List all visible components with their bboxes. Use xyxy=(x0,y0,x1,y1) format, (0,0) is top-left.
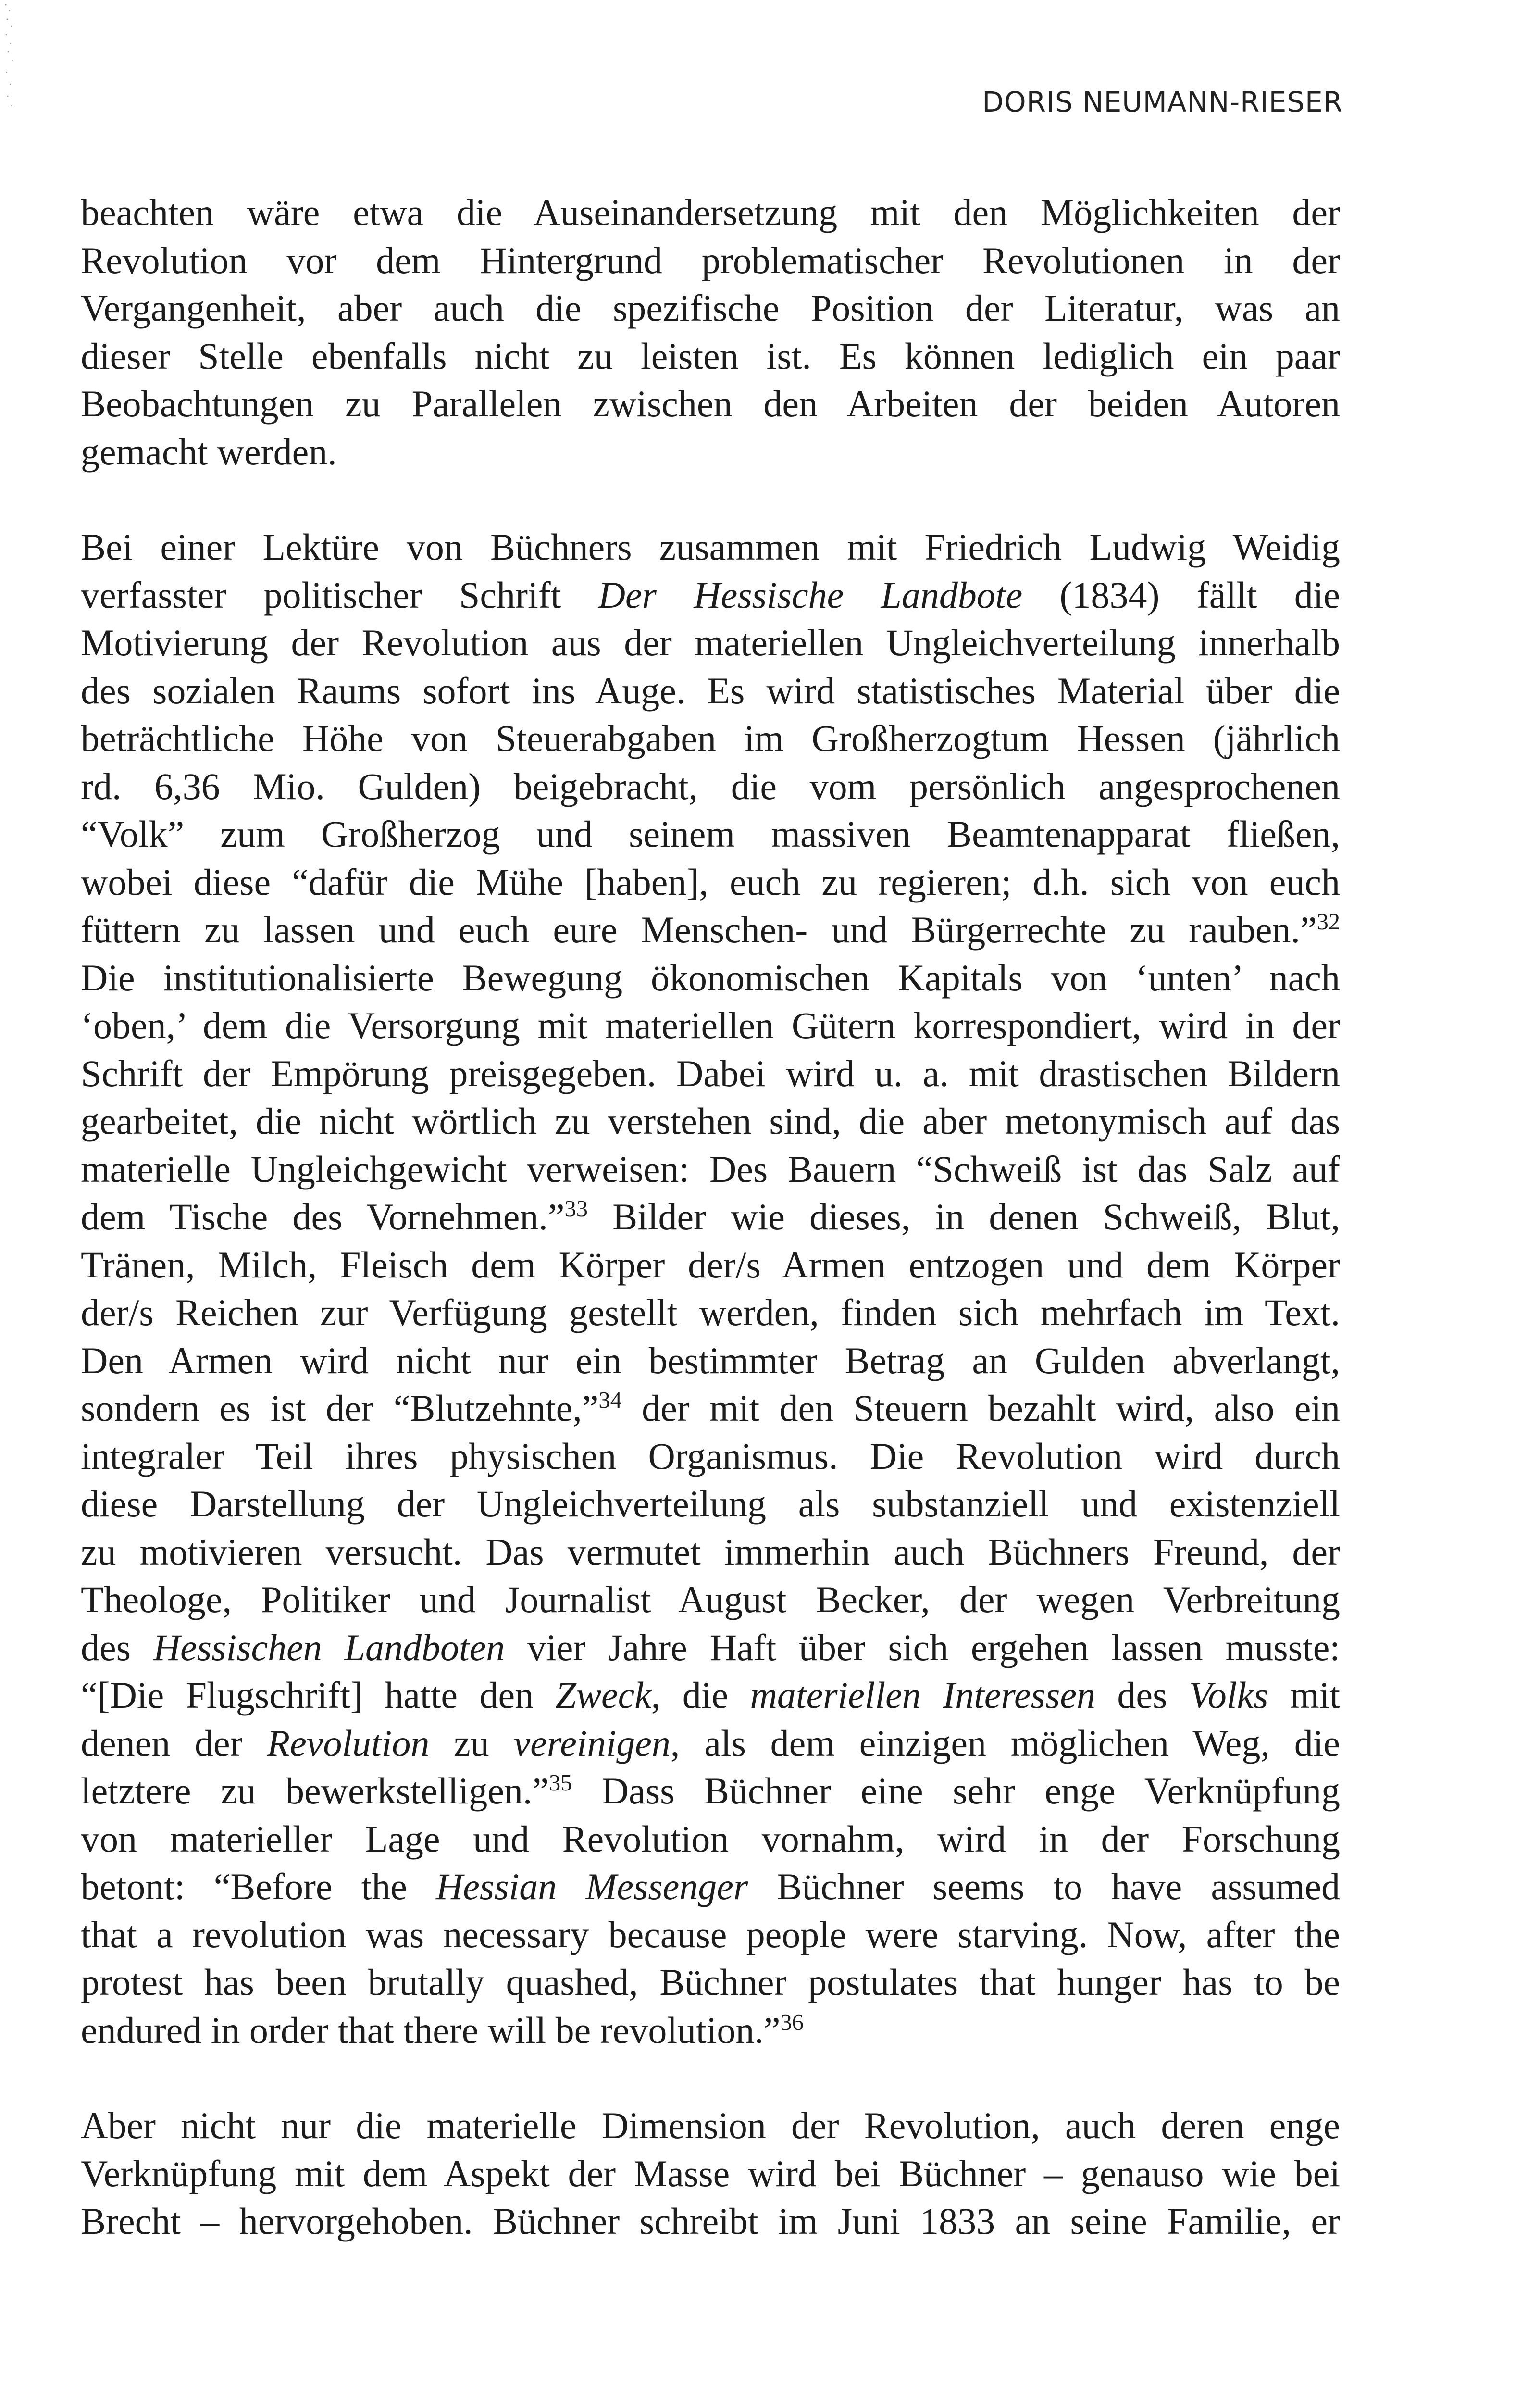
running-head-author: DORIS NEUMANN-RIESER xyxy=(982,86,1343,118)
text-run: rd. 6,36 Mio. Gulden) beigebracht, die vom persönlich angesprochenen xyxy=(81,765,1340,807)
text-line xyxy=(81,1863,1340,1911)
text-run: Brecht – hervorgehoben. Büchner schreibt im Juni 1833 an seine Familie, er xyxy=(81,2200,1340,2242)
paragraph xyxy=(81,2102,1340,2245)
text-line xyxy=(81,810,1340,858)
text-run: Den Armen wird nicht nur ein bestimmter Betrag an Gulden abverlangt, xyxy=(81,1339,1340,1381)
text-run: betont: “Before the xyxy=(81,1866,436,1907)
text-line xyxy=(81,619,1340,667)
text-run: der mit den Steuern bezahlt wird, also ein xyxy=(621,1387,1341,1429)
text-run: dem Tische des Vornehmen.” xyxy=(81,1196,565,1238)
text-line xyxy=(81,1384,1340,1432)
text-run: diese Darstellung der Ungleichverteilung als substanziell und existenziell xyxy=(81,1483,1340,1525)
body-text xyxy=(81,188,1340,2245)
text-run: mit xyxy=(1268,1674,1340,1716)
italic-title: Der Hessische Landbote xyxy=(598,574,1023,616)
text-run: denen der xyxy=(81,1722,267,1764)
text-line xyxy=(81,1624,1340,1672)
text-run: Büchner seems to have assumed xyxy=(748,1866,1340,1907)
footnote-marker: 34 xyxy=(598,1388,622,1413)
text-line xyxy=(81,2102,1340,2150)
text-run: protest has been brutally quashed, Büchner postulates that hunger has to be xyxy=(81,1961,1340,2003)
text-run: Bei einer Lektüre von Büchners zusammen mit Friedrich Ludwig Weidig xyxy=(81,526,1340,568)
text-line xyxy=(81,332,1340,380)
text-run: Revolution vor dem Hintergrund problematischer Revolutionen in der xyxy=(81,239,1340,281)
paragraph-gap xyxy=(81,476,1340,523)
text-line xyxy=(81,1911,1340,1959)
text-run: materielle Ungleichgewicht verweisen: Des Bauern “Schweiß ist das Salz auf xyxy=(81,1148,1340,1190)
text-line xyxy=(81,1241,1340,1289)
text-run: Verknüpfung mit dem Aspekt der Masse wird bei Büchner – genauso wie bei xyxy=(81,2152,1340,2194)
text-run: zu motivieren versucht. Das vermutet immerhin auch Büchners Freund, der xyxy=(81,1530,1340,1573)
footnote-marker: 32 xyxy=(1316,909,1340,935)
text-line xyxy=(81,188,1340,237)
text-line xyxy=(81,1480,1340,1528)
text-line xyxy=(81,237,1340,285)
text-run: vier Jahre Haft über sich ergehen lassen musste: xyxy=(505,1626,1340,1668)
text-run: Beobachtungen zu Parallelen zwischen den Arbeiten der beiden Autoren xyxy=(81,383,1340,425)
text-line xyxy=(81,1767,1340,1815)
text-run: Schrift der Empörung preisgegeben. Dabei wird u. a. mit drastischen Bildern xyxy=(81,1052,1340,1094)
text-run: “Volk” zum Großherzog und seinem massiven Beamtenapparat fließen, xyxy=(81,813,1340,855)
text-line xyxy=(81,2150,1340,2198)
text-line xyxy=(81,380,1340,428)
footnote-marker: 33 xyxy=(564,1196,588,1222)
italic-title: vereinigen xyxy=(513,1722,671,1764)
text-line xyxy=(81,284,1340,332)
paragraph xyxy=(81,523,1340,2054)
text-run: letztere zu bewerkstelligen.” xyxy=(81,1770,549,1812)
text-run: Dass Büchner eine sehr enge Verknüpfung xyxy=(572,1770,1341,1812)
text-line xyxy=(81,1671,1340,1719)
italic-title: materiellen Interessen xyxy=(750,1674,1095,1716)
text-line xyxy=(81,858,1340,906)
text-run: beachten wäre etwa die Auseinandersetzung mit den Möglichkeiten der xyxy=(81,191,1340,233)
text-line xyxy=(81,1432,1340,1480)
text-line xyxy=(81,1815,1340,1863)
text-run: (1834) fällt die xyxy=(1022,574,1340,616)
paragraph xyxy=(81,188,1340,476)
text-line xyxy=(81,954,1340,1002)
text-run: des xyxy=(1095,1674,1189,1716)
text-line xyxy=(81,1193,1340,1241)
text-line xyxy=(81,1050,1340,1098)
scan-speckle-marks xyxy=(3,0,16,111)
text-run: dieser Stelle ebenfalls nicht zu leisten ist. Es können lediglich ein paar xyxy=(81,335,1340,377)
text-run: Tränen, Milch, Fleisch dem Körper der/s Armen entzogen und dem Körper xyxy=(81,1243,1340,1286)
text-run: sondern es ist der “Blutzehnte,” xyxy=(81,1387,599,1429)
text-line xyxy=(81,1958,1340,2006)
text-run: , die xyxy=(651,1674,750,1716)
footnote-marker: 35 xyxy=(548,1770,572,1796)
text-run: endured in order that there will be revolution.” xyxy=(81,2009,781,2051)
text-run: integraler Teil ihres physischen Organismus. Die Revolution wird durch xyxy=(81,1435,1340,1477)
text-line xyxy=(81,2197,1340,2245)
text-run: von materieller Lage und Revolution vornahm, wird in der Forschung xyxy=(81,1817,1340,1860)
text-run: Bilder wie dieses, in denen Schweiß, Blut, xyxy=(587,1196,1340,1238)
text-run: Aber nicht nur die materielle Dimension der Revolution, auch deren enge xyxy=(81,2104,1340,2146)
italic-title: Zweck xyxy=(555,1674,651,1716)
text-run: gemacht werden. xyxy=(81,430,337,473)
italic-title: Hessian Messenger xyxy=(435,1866,748,1907)
text-run: des sozialen Raums sofort ins Auge. Es wird statistisches Material über die xyxy=(81,669,1340,712)
text-line xyxy=(81,667,1340,715)
text-run: wobei diese “dafür die Mühe [haben], euch zu regieren; d.h. sich von euch xyxy=(81,861,1340,903)
text-line xyxy=(81,1576,1340,1624)
text-line xyxy=(81,906,1340,954)
text-line xyxy=(81,763,1340,811)
text-run: des xyxy=(81,1626,153,1668)
text-line xyxy=(81,523,1340,571)
italic-title: Volks xyxy=(1189,1674,1268,1716)
text-line xyxy=(81,571,1340,619)
italic-title: Revolution xyxy=(267,1722,430,1764)
text-line xyxy=(81,1719,1340,1767)
text-run: beträchtliche Höhe von Steuerabgaben im Großherzogtum Hessen (jährlich xyxy=(81,717,1340,759)
text-run: “[Die Flugschrift] hatte den xyxy=(81,1674,556,1716)
text-run: Theologe, Politiker und Journalist August Becker, der wegen Verbreitung xyxy=(81,1578,1340,1620)
text-run: Die institutionalisierte Bewegung ökonomischen Kapitals von ‘unten’ nach xyxy=(81,956,1340,999)
paragraph-gap xyxy=(81,2054,1340,2102)
text-run: Vergangenheit, aber auch die spezifische Position der Literatur, was an xyxy=(81,287,1340,329)
text-run: gearbeitet, die nicht wörtlich zu verstehen sind, die aber metonymisch auf das xyxy=(81,1100,1340,1142)
text-run: zu xyxy=(429,1722,514,1764)
text-run: ‘oben,’ dem die Versorgung mit materiellen Gütern korrespondiert, wird in der xyxy=(81,1004,1340,1046)
text-line xyxy=(81,1528,1340,1576)
text-run: füttern zu lassen und euch eure Menschen- und Bürgerrechte zu rauben.” xyxy=(81,909,1317,951)
text-line xyxy=(81,1145,1340,1193)
footnote-marker: 36 xyxy=(780,2009,804,2035)
text-run: verfasster politischer Schrift xyxy=(81,574,598,616)
text-run: , als dem einzigen möglichen Weg, die xyxy=(670,1722,1340,1764)
text-line xyxy=(81,1337,1340,1385)
italic-title: Hessischen Landboten xyxy=(153,1626,505,1668)
text-run: that a revolution was necessary because people were starving. Now, after the xyxy=(81,1913,1340,1955)
text-run: Motivierung der Revolution aus der materiellen Ungleichverteilung innerhalb xyxy=(81,622,1340,664)
text-run: der/s Reichen zur Verfügung gestellt werden, finden sich mehrfach im Text. xyxy=(81,1291,1340,1333)
text-line xyxy=(81,2006,1340,2054)
text-line xyxy=(81,1002,1340,1050)
text-line xyxy=(81,714,1340,763)
text-line xyxy=(81,1097,1340,1145)
text-line xyxy=(81,1289,1340,1337)
text-line xyxy=(81,428,1340,476)
